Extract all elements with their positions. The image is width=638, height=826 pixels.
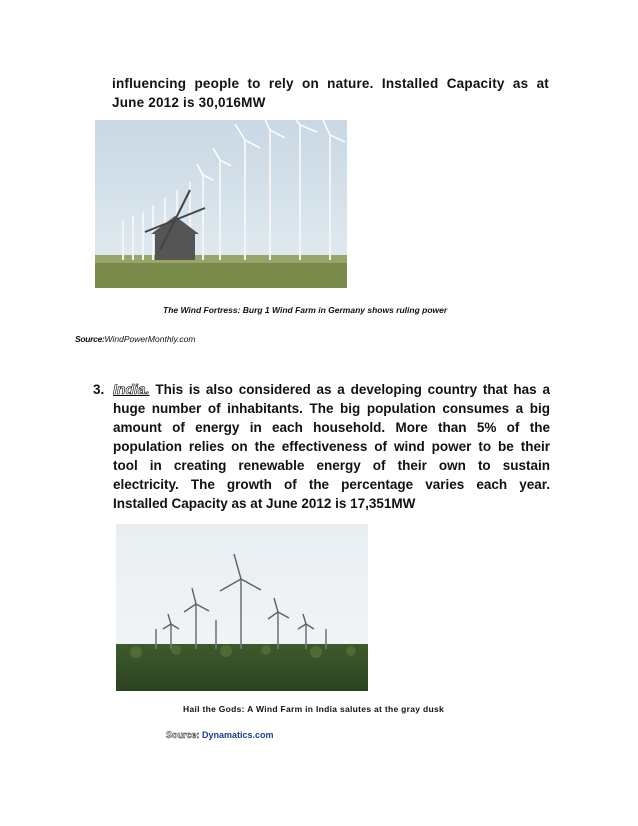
india-wind-farm-photo: [116, 524, 368, 691]
paragraph-line: influencing people to rely on nature. Installed Capacity as at: [112, 76, 549, 91]
paragraph-line: India. This is also considered as a developing country that has a: [113, 381, 550, 397]
list-number: 3.: [93, 382, 105, 397]
germany-wind-farm-photo: [95, 120, 347, 288]
intro-paragraph: [112, 74, 549, 112]
source-link[interactable]: Dynamatics.com: [202, 730, 274, 740]
source-text: WindPowerMonthly.com: [104, 334, 196, 344]
country-heading: India.: [113, 381, 150, 397]
paragraph-line: huge number of inhabitants. The big population consumes a big: [113, 401, 550, 416]
paragraph-line: Installed Capacity as at June 2012 is 17,351MW: [113, 496, 416, 511]
source-label: Source:: [75, 334, 105, 344]
source-label: Source:: [166, 730, 200, 740]
paragraph-line: tool in creating renewable energy of their own to sustain: [113, 458, 550, 473]
figure-source: [166, 730, 274, 740]
figure-caption: Hail the Gods: A Wind Farm in India salutes at the gray dusk: [183, 704, 445, 714]
paragraph-line: population relies on the effectiveness of wind power to be their: [113, 439, 550, 454]
figure-caption: The Wind Fortress: Burg 1 Wind Farm in Germany shows ruling power: [163, 305, 448, 315]
paragraph-line: electricity. The growth of the percentage varies each year.: [113, 477, 550, 492]
paragraph-line: amount of energy in each household. More than 5% of the: [113, 420, 550, 435]
paragraph-line: June 2012 is 30,016MW: [112, 95, 266, 110]
list-item-body: [113, 380, 550, 513]
figure-source: [75, 334, 195, 344]
